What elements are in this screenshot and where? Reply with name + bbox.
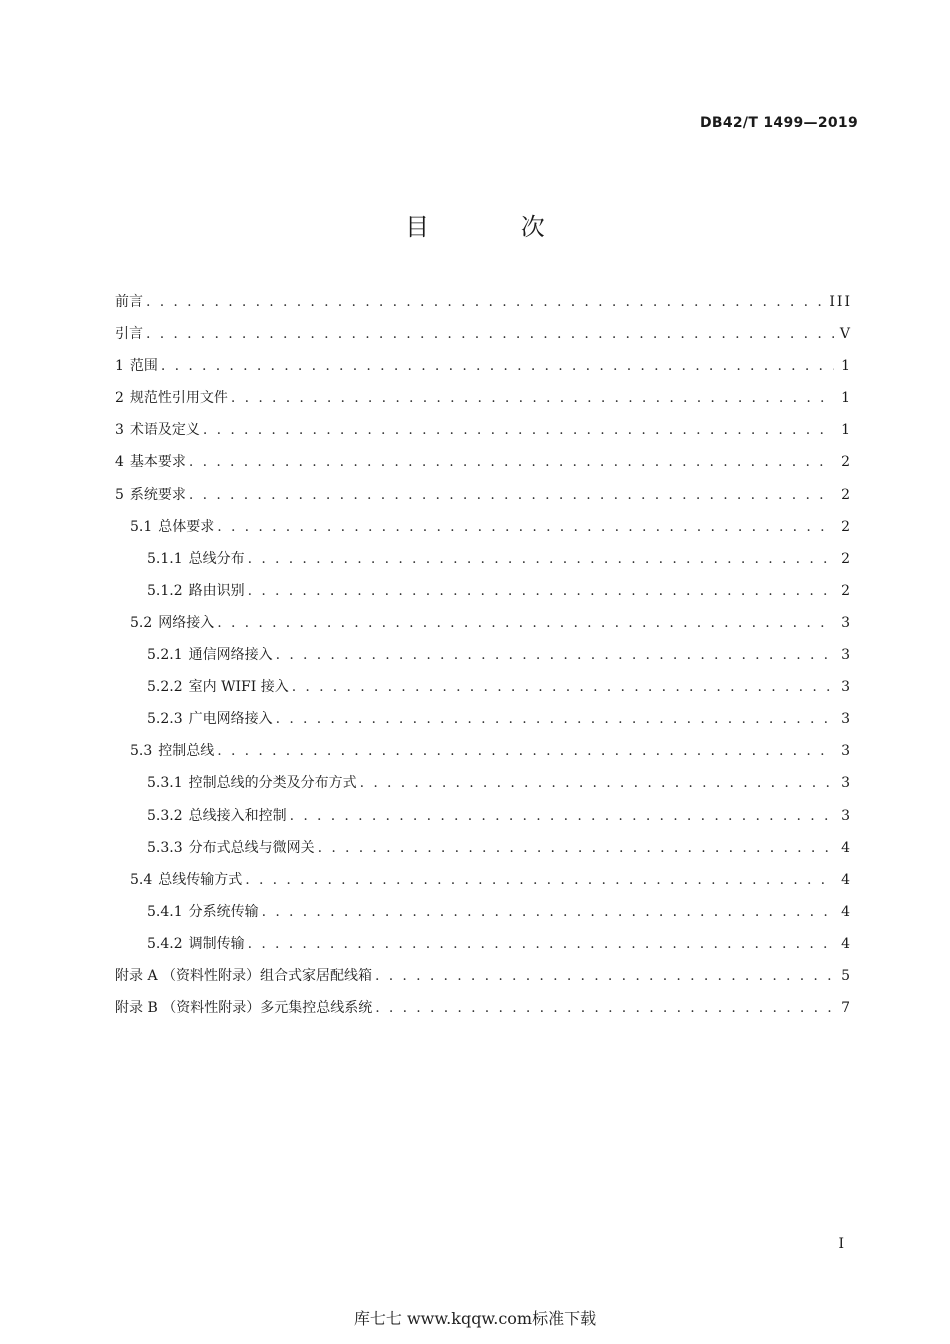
toc-entry-title — [147, 772, 360, 792]
toc-entry-page: 4 — [841, 839, 852, 856]
toc-entry-title — [115, 997, 375, 1017]
toc-entry-title — [147, 548, 248, 568]
toc-dot-leader — [248, 936, 834, 952]
toc-entry[interactable] — [115, 419, 852, 451]
toc-entry-label: 规范性引用文件 — [129, 390, 228, 407]
toc-dot-leader — [276, 711, 834, 727]
toc-entry-title — [115, 965, 375, 985]
toc-entry-title — [147, 805, 290, 825]
toc-entry[interactable] — [115, 740, 852, 772]
toc-dot-leader — [231, 390, 834, 406]
toc-entry-page: 3 — [841, 711, 852, 728]
toc-entry-title — [147, 933, 248, 953]
toc-entry-label: 范围 — [129, 358, 158, 375]
toc-dot-leader — [161, 358, 834, 374]
toc-entry-page: 7 — [841, 1000, 852, 1017]
toc-entry[interactable] — [115, 933, 852, 965]
toc-entry-number: 5 — [115, 486, 124, 503]
toc-dot-leader — [262, 904, 834, 920]
page-title: 目 次 — [405, 213, 587, 241]
toc-entry-number: 5.1 — [130, 518, 153, 535]
toc-entry-title — [115, 419, 203, 439]
toc-entry[interactable] — [115, 644, 852, 676]
toc-entry[interactable] — [115, 837, 852, 869]
toc-dot-leader — [217, 615, 834, 631]
toc-entry-number: 5.3.2 — [147, 807, 183, 824]
toc-entry-label: 网络接入 — [158, 614, 215, 631]
toc-entry-title — [130, 740, 217, 760]
toc-entry-label: 总线接入和控制 — [188, 807, 287, 824]
footer-watermark: 库七七 www.kqqw.com标准下载 — [353, 1309, 597, 1328]
toc-entry-number: 2 — [115, 390, 124, 407]
toc-dot-leader — [375, 968, 834, 984]
toc-entry-title — [115, 355, 161, 375]
toc-entry-number: 5.3 — [130, 743, 153, 760]
toc-entry-label: 总线传输方式 — [158, 871, 243, 888]
toc-entry-page: 4 — [841, 935, 852, 952]
toc-entry[interactable] — [115, 965, 852, 997]
toc-entry-label: 总线分布 — [188, 550, 245, 567]
toc-entry-title — [147, 580, 248, 600]
toc-entry[interactable] — [115, 323, 852, 355]
toc-entry-title — [115, 451, 189, 471]
toc-entry-number: 4 — [115, 454, 124, 471]
toc-dot-leader — [245, 872, 834, 888]
toc-entry-title — [147, 837, 318, 857]
toc-dot-leader — [217, 743, 834, 759]
toc-dot-leader — [146, 294, 823, 310]
toc-entry-title — [130, 516, 217, 536]
toc-entry[interactable] — [115, 291, 852, 323]
toc-entry-page: 3 — [841, 647, 852, 664]
toc-entry-number: 5.4 — [130, 871, 153, 888]
toc-entry-label: 附录 B （资料性附录）多元集控总线系统 — [115, 1000, 373, 1017]
toc-entry-label: 术语及定义 — [129, 422, 200, 439]
toc-entry[interactable] — [115, 805, 852, 837]
toc-dot-leader — [375, 1000, 834, 1016]
toc-dot-leader — [146, 326, 834, 342]
toc-entry-title — [115, 323, 146, 343]
toc-entry-page: 2 — [841, 454, 852, 471]
toc-entry-title — [130, 612, 217, 632]
toc-entry-page: 2 — [841, 550, 852, 567]
toc-dot-leader — [360, 775, 834, 791]
toc-entry-title — [115, 387, 231, 407]
toc-entry-label: 基本要求 — [129, 454, 186, 471]
toc-entry-page: 3 — [841, 679, 852, 696]
toc-entry-page: 5 — [841, 967, 852, 984]
toc-entry-title — [147, 676, 292, 696]
toc-dot-leader — [248, 583, 834, 599]
toc-entry-label: 控制总线的分类及分布方式 — [188, 775, 357, 792]
toc-entry-number: 5.1.2 — [147, 582, 183, 599]
toc-entry-page: V — [839, 326, 852, 343]
toc-entry-page: III — [829, 294, 852, 310]
toc-entry-label: 总体要求 — [158, 518, 215, 535]
toc-entry-label: 分系统传输 — [188, 903, 259, 920]
toc-entry-label: 系统要求 — [129, 486, 186, 503]
toc-entry-label: 广电网络接入 — [188, 711, 273, 728]
toc-entry[interactable] — [115, 516, 852, 548]
toc-dot-leader — [318, 840, 834, 856]
toc-entry-page: 3 — [841, 614, 852, 631]
toc-dot-leader — [203, 422, 834, 438]
toc-dot-leader — [248, 551, 834, 567]
toc-entry[interactable] — [115, 997, 852, 1029]
toc-dot-leader — [189, 487, 834, 503]
toc-entry-label: 引言 — [115, 326, 143, 343]
toc-entry-number: 5.4.1 — [147, 903, 183, 920]
toc-entry[interactable] — [115, 355, 852, 387]
page-number: I — [838, 1236, 844, 1252]
toc-entry-number: 5.4.2 — [147, 935, 183, 952]
document-code: DB42/T 1499—2019 — [699, 115, 858, 131]
toc-entry[interactable] — [115, 772, 852, 804]
toc-entry-number: 5.3.1 — [147, 775, 183, 792]
toc-entry[interactable] — [115, 869, 852, 901]
toc-entry-page: 3 — [841, 775, 852, 792]
toc-entry-label: 室内 WIFI 接入 — [188, 679, 289, 696]
toc-entry[interactable] — [115, 676, 852, 708]
toc-entry-page: 2 — [841, 486, 852, 503]
toc-entry-title — [147, 901, 262, 921]
toc-entry[interactable] — [115, 484, 852, 516]
toc-entry[interactable] — [115, 387, 852, 419]
toc-entry-title — [130, 869, 245, 889]
toc-entry-number: 5.2.1 — [147, 647, 183, 664]
toc-entry-title — [115, 484, 189, 504]
toc-entry[interactable] — [115, 612, 852, 644]
toc-dot-leader — [276, 647, 834, 663]
toc-entry-page: 4 — [841, 903, 852, 920]
toc-entry-page: 3 — [841, 743, 852, 760]
toc-entry-page: 1 — [841, 422, 852, 439]
toc-entry-label: 控制总线 — [158, 743, 215, 760]
toc-entry-number: 5.1.1 — [147, 550, 183, 567]
toc-dot-leader — [189, 454, 834, 470]
toc-entry-number: 5.3.3 — [147, 839, 183, 856]
toc-entry-title — [147, 644, 276, 664]
toc-entry[interactable] — [115, 548, 852, 580]
toc-entry-number: 1 — [115, 358, 124, 375]
toc-dot-leader — [292, 679, 834, 695]
toc-entry-title — [115, 291, 146, 311]
toc-entry-page: 2 — [841, 582, 852, 599]
toc-entry-number: 3 — [115, 422, 124, 439]
toc-entry-page: 3 — [841, 807, 852, 824]
toc-entry-page: 4 — [841, 871, 852, 888]
toc-entry[interactable] — [115, 451, 852, 483]
toc-entry-label: 通信网络接入 — [188, 647, 273, 664]
toc-entry-number: 5.2.3 — [147, 711, 183, 728]
toc-entry-label: 前言 — [115, 294, 143, 310]
toc-entry[interactable] — [115, 580, 852, 612]
toc-entry[interactable] — [115, 708, 852, 740]
table-of-contents — [115, 291, 852, 1029]
toc-dot-leader — [290, 808, 834, 824]
toc-entry-page: 2 — [841, 518, 852, 535]
toc-entry-number: 5.2.2 — [147, 679, 183, 696]
toc-entry-label: 路由识别 — [188, 582, 245, 599]
toc-dot-leader — [217, 519, 834, 535]
toc-entry-label: 附录 A （资料性附录）组合式家居配线箱 — [115, 967, 373, 984]
toc-entry-number: 5.2 — [130, 614, 153, 631]
toc-entry[interactable] — [115, 901, 852, 933]
toc-entry-title — [147, 708, 276, 728]
toc-entry-page: 1 — [841, 390, 852, 407]
toc-entry-label: 调制传输 — [188, 935, 245, 952]
toc-entry-page: 1 — [841, 358, 852, 375]
toc-entry-label: 分布式总线与微网关 — [188, 839, 315, 856]
